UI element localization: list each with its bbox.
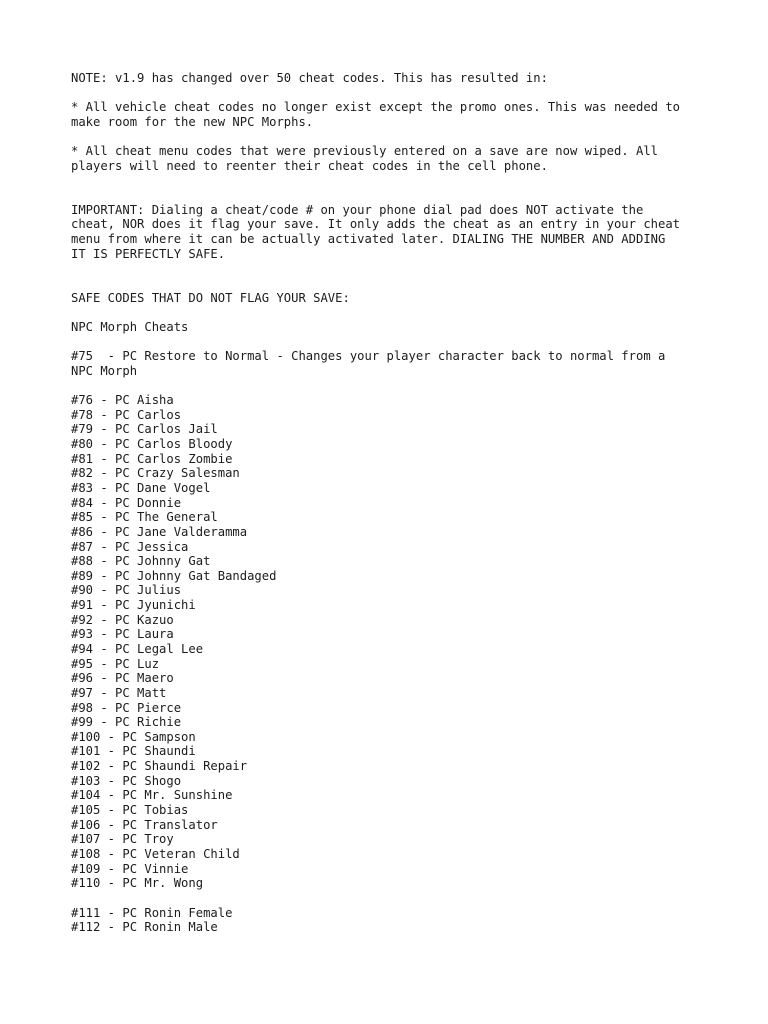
spacer: [71, 305, 711, 320]
code-list-item: #80 - PC Carlos Bloody: [71, 437, 233, 452]
code-list-item: #93 - PC Laura: [71, 627, 174, 642]
code-list-item: #84 - PC Donnie: [71, 495, 182, 510]
spacer: [71, 188, 711, 203]
important-line-2: cheat, NOR does it flag your save. It only adds the cheat as an entry in your cheat: [71, 217, 681, 232]
spacer: [71, 891, 711, 906]
code-list-item: #76 - PC Aisha: [71, 393, 174, 408]
code-list-item: #92 - PC Kazuo: [71, 612, 174, 627]
code-list-item: #79 - PC Carlos Jail: [71, 422, 218, 437]
note-heading: NOTE: v1.9 has changed over 50 cheat codes. This has resulted in:: [71, 71, 548, 85]
safe-codes-heading: SAFE CODES THAT DO NOT FLAG YOUR SAVE:: [71, 290, 350, 305]
code-list-item: #94 - PC Legal Lee: [71, 641, 204, 656]
code-list-item: #87 - PC Jessica: [71, 539, 189, 554]
code-list-item: #89 - PC Johnny Gat Bandaged: [71, 568, 277, 583]
note-bullet-1-line-1: * All vehicle cheat codes no longer exist except the promo ones. This was needed to: [71, 100, 681, 115]
code-list-item: #90 - PC Julius: [71, 583, 182, 598]
code-list-item: #104 - PC Mr. Sunshine: [71, 788, 233, 803]
code-list-item: #83 - PC Dane Vogel: [71, 480, 211, 495]
code-list-item: #78 - PC Carlos: [71, 407, 182, 422]
code-list-2: [71, 906, 711, 935]
code-list-item: #85 - PC The General: [71, 510, 218, 525]
code-list-item: #103 - PC Shogo: [71, 773, 182, 788]
code-list-item: #86 - PC Jane Valderamma: [71, 524, 248, 539]
code-list-item: #81 - PC Carlos Zombie: [71, 451, 233, 466]
section-title: NPC Morph Cheats: [71, 319, 189, 334]
code-list-item: #95 - PC Luz: [71, 656, 160, 671]
spacer: [71, 130, 711, 145]
important-line-4: IT IS PERFECTLY SAFE.: [71, 246, 226, 261]
spacer: [71, 276, 711, 291]
important-line-3: menu from where it can be actually activated later. DIALING THE NUMBER AND ADDING: [71, 232, 666, 247]
spacer: [71, 378, 711, 393]
code-list-item: #106 - PC Translator: [71, 817, 218, 832]
code-list-item: #110 - PC Mr. Wong: [71, 876, 204, 891]
note-bullet-2-line-2: players will need to reenter their cheat codes in the cell phone.: [71, 158, 548, 173]
code-list-item: #108 - PC Veteran Child: [71, 846, 240, 861]
code-list-item: #100 - PC Sampson: [71, 729, 196, 744]
note-bullet-2-line-1: * All cheat menu codes that were previously entered on a save are now wiped. All: [71, 144, 658, 159]
restore-line-1: #75 - PC Restore to Normal - Changes your player character back to normal from a: [71, 349, 666, 364]
code-list-item: #98 - PC Pierce: [71, 700, 182, 715]
spacer: [71, 335, 711, 350]
code-list-item: #96 - PC Maero: [71, 671, 174, 686]
code-list-item: #109 - PC Vinnie: [71, 861, 189, 876]
document-body: [71, 71, 711, 935]
code-list-item: #97 - PC Matt: [71, 685, 167, 700]
code-list-item: #112 - PC Ronin Male: [71, 920, 218, 935]
restore-line-2: NPC Morph: [71, 363, 138, 378]
code-list-item: #107 - PC Troy: [71, 832, 174, 847]
spacer: [71, 173, 711, 188]
code-list-item: #91 - PC Jyunichi: [71, 598, 196, 613]
code-list: [71, 393, 711, 891]
code-list-item: #111 - PC Ronin Female: [71, 905, 233, 920]
code-list-item: #88 - PC Johnny Gat: [71, 554, 211, 569]
important-line-1: IMPORTANT: Dialing a cheat/code # on your phone dial pad does NOT activate the: [71, 202, 644, 217]
note-bullet-1-line-2: make room for the new NPC Morphs.: [71, 114, 314, 129]
spacer: [71, 86, 711, 101]
spacer: [71, 261, 711, 276]
code-list-item: #105 - PC Tobias: [71, 803, 189, 818]
code-list-item: #82 - PC Crazy Salesman: [71, 466, 240, 481]
code-list-item: #102 - PC Shaundi Repair: [71, 759, 248, 774]
code-list-item: #99 - PC Richie: [71, 715, 182, 730]
code-list-item: #101 - PC Shaundi: [71, 744, 196, 759]
